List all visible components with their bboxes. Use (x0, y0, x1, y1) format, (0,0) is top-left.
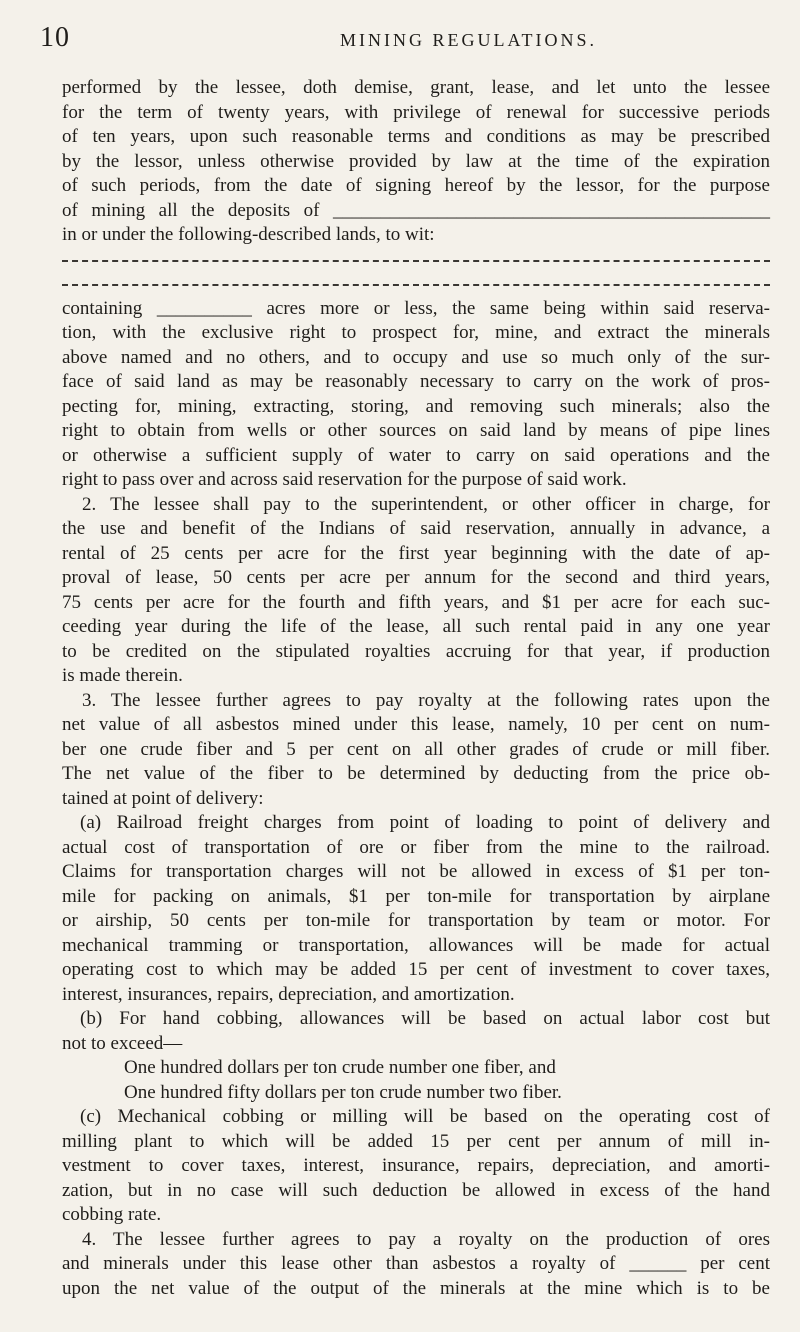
text-line: of ten years, upon such reasonable terms and conditions as may be prescribed (62, 126, 770, 147)
text-line: Claims for transportation charges will not be allowed in excess of $1 per ton- (62, 861, 770, 882)
text-line: of such periods, from the date of signing hereof by the lessor, for the purpose (62, 175, 770, 196)
text-line: The net value of the fiber to be determined by deducting from the price ob- (62, 763, 770, 784)
text-line: the use and benefit of the Indians of said reservation, annually in advance, a (62, 518, 770, 539)
text-line: containing __________ acres more or less, the same being within said reserva- (62, 297, 770, 319)
text-line: mile for packing on animals, $1 per ton-mile for transportation by airplane (62, 885, 770, 907)
text-line: or airship, 50 cents per ton-mile for transportation by team or motor. For (62, 910, 770, 931)
text-line: tained at point of delivery: (62, 787, 264, 809)
text-line: right to obtain from wells or other sources on said land by means of pipe lines (62, 420, 770, 441)
text-line: and minerals under this lease other than asbestos a royalty of ______ per cent (62, 1253, 770, 1274)
page-header (40, 22, 770, 62)
text-line: for the term of twenty years, with privilege of renewal for successive periods (62, 101, 770, 123)
text-line: proval of lease, 50 cents per acre per annum for the second and third years, (62, 567, 770, 588)
paragraph-2-start: 2. The lessee shall pay to the superintendent, or other officer in charge, for (82, 493, 770, 515)
text-line: cobbing rate. (62, 1204, 162, 1225)
text-line: face of said land as may be reasonably necessary to carry on the work of pros- (62, 371, 770, 392)
blank-fill-line (62, 248, 770, 273)
text-line: to be credited on the stipulated royalties accruing for that year, if production (62, 640, 770, 662)
text-line: actual cost of transportation of ore or fiber from the mine to the railroad. (62, 836, 770, 858)
text-line: tion, with the exclusive right to prospect for, mine, and extract the minerals (62, 322, 770, 343)
text-line: right to pass over and across said reservation for the purpose of said work. (62, 469, 627, 490)
text-line: vestment to cover taxes, interest, insurance, repairs, depreciation, and amorti- (62, 1155, 770, 1176)
paragraph-4-start: 4. The lessee further agrees to pay a royalty on the production of ores (82, 1228, 770, 1250)
blank-fill-line (62, 272, 770, 297)
clause-c-start: (c) Mechanical cobbing or milling will be based on the operating cost of (80, 1106, 770, 1127)
text-line: net value of all asbestos mined under this lease, namely, 10 per cent on num- (62, 714, 770, 735)
text-line: pecting for, mining, extracting, storing, and removing such minerals; also the (62, 395, 770, 417)
text-line: mechanical tramming or transportation, allowances will be made for actual (62, 934, 770, 956)
running-head: MINING REGULATIONS. (340, 30, 597, 50)
text-line: of mining all the deposits of ______________________________________________ (62, 199, 770, 221)
clause-a-start: (a) Railroad freight charges from point of loading to point of delivery and (80, 812, 770, 833)
text-line: 75 cents per acre for the fourth and fifth years, and $1 per acre for each suc- (62, 591, 770, 613)
text-line: milling plant to which will be added 15 per cent per annum of mill in- (62, 1130, 770, 1152)
text-line: operating cost to which may be added 15 per cent of investment to cover taxes, (62, 959, 770, 980)
rate-line: One hundred dollars per ton crude number one fiber, and (124, 1057, 556, 1078)
text-line: or otherwise a sufficient supply of water to carry on said operations and the (62, 444, 770, 466)
text-line: rental of 25 cents per acre for the first year beginning with the date of ap- (62, 542, 770, 564)
rate-line: One hundred fifty dollars per ton crude number two fiber. (124, 1081, 562, 1103)
text-line: upon the net value of the output of the minerals at the mine which is to be (62, 1277, 770, 1299)
text-line: by the lessor, unless otherwise provided by law at the time of the expiration (62, 150, 770, 172)
text-line: ber one crude fiber and 5 per cent on all other grades of crude or mill fiber. (62, 738, 770, 760)
text-line: above named and no others, and to occupy and use so much only of the sur- (62, 346, 770, 368)
document-body (62, 76, 770, 1301)
text-line: interest, insurances, repairs, depreciation, and amortization. (62, 983, 515, 1005)
text-line: ceeding year during the life of the lease, all such rental paid in any one year (62, 616, 770, 637)
text-line: is made therein. (62, 665, 183, 686)
text-line: not to exceed— (62, 1032, 183, 1054)
page-number: 10 (40, 22, 70, 53)
text-line: zation, but in no case will such deduction be allowed in excess of the hand (62, 1179, 770, 1201)
clause-b-start: (b) For hand cobbing, allowances will be based on actual labor cost but (80, 1008, 770, 1029)
text-line: in or under the following-described lands, to wit: (62, 224, 435, 245)
text-line: performed by the lessee, doth demise, grant, lease, and let unto the lessee (62, 77, 770, 98)
paragraph-3-start: 3. The lessee further agrees to pay royalty at the following rates upon the (82, 689, 770, 711)
